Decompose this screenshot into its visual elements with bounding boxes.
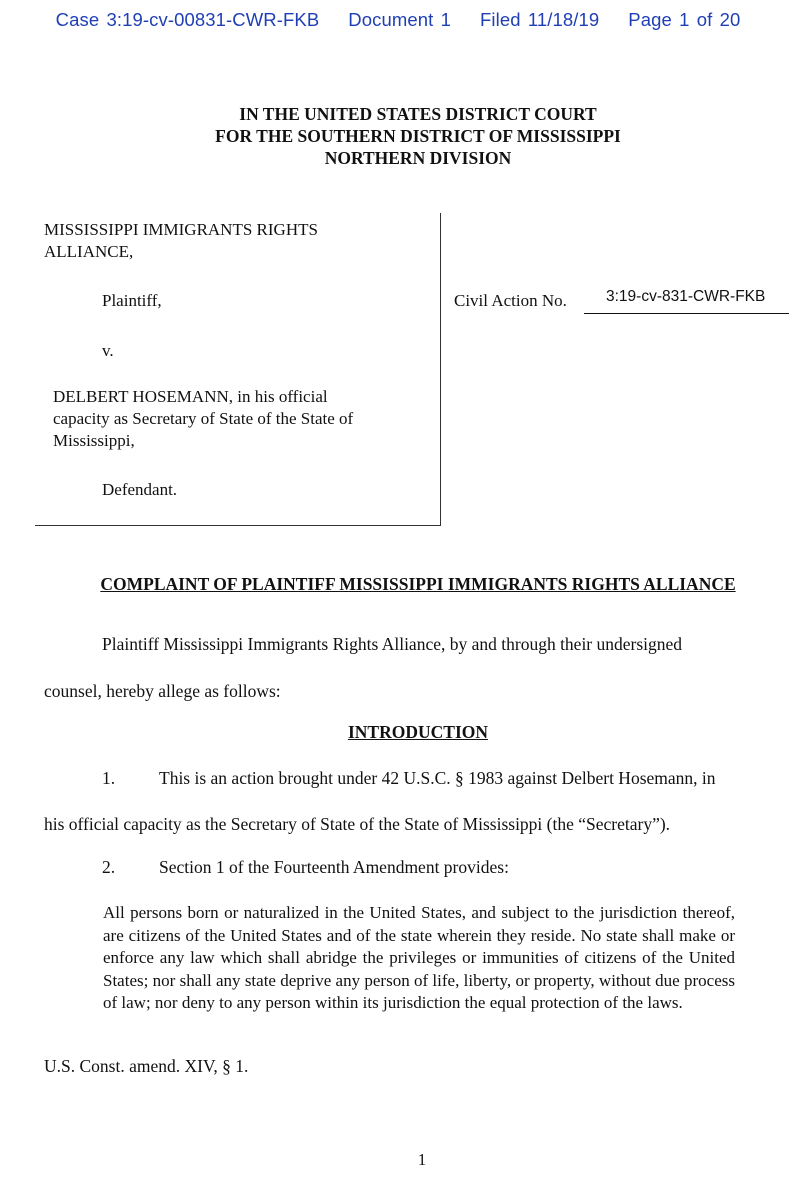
- caption-horizontal-divider: [35, 525, 441, 526]
- defendant-line-3: Mississippi,: [53, 431, 135, 450]
- court-heading-line-2: FOR THE SOUTHERN DISTRICT OF MISSISSIPPI: [215, 126, 621, 146]
- citation: U.S. Const. amend. XIV, § 1.: [44, 1056, 249, 1076]
- introduction-heading: INTRODUCTION: [347, 722, 489, 742]
- fourteenth-amendment-quote: All persons born or naturalized in the United States, and subject to the jurisdiction thereof, are citizens of the United States and of the state wherein they reside. No state shall make or enforce any law which shall abridge the privileges or immunities of citizens of the United States; nor shall any state deprive any person of life, liberty, or property, without due process of law; nor deny to any person within its jurisdiction the equal protection of the laws.: [103, 903, 735, 1012]
- civil-action-number: 3:19-cv-831-CWR-FKB: [606, 288, 766, 305]
- filing-stamp: [0, 9, 796, 31]
- defendant-line-2: capacity as Secretary of State of the State of: [53, 409, 354, 428]
- defendant-name: [53, 386, 353, 452]
- intro-line-1: Plaintiff Mississippi Immigrants Rights Alliance, by and through their undersigned: [102, 634, 683, 654]
- caption-vertical-divider: [440, 213, 441, 526]
- plaintiff-name: [44, 219, 318, 263]
- plaintiff-name-line-1: MISSISSIPPI IMMIGRANTS RIGHTS: [44, 220, 318, 239]
- defendant-line-1: DELBERT HOSEMANN, in his official: [53, 387, 328, 406]
- paragraph-1-line-2: his official capacity as the Secretary of State of the State of Mississippi (the “Secretary”).: [44, 814, 671, 834]
- complaint-title: COMPLAINT OF PLAINTIFF MISSISSIPPI IMMIGRANTS RIGHTS ALLIANCE: [100, 574, 736, 594]
- page-count-stamp: Page 1 of 20: [628, 9, 741, 30]
- plaintiff-label: Plaintiff,: [102, 291, 162, 310]
- paragraph-2-number: 2.: [102, 857, 116, 877]
- paragraph-1-number: 1.: [102, 768, 116, 788]
- civil-action-label: Civil Action No.: [454, 291, 567, 310]
- court-heading: [0, 103, 796, 169]
- document-stamp: Document 1: [348, 9, 452, 30]
- filed-date-stamp: Filed 11/18/19: [480, 9, 600, 30]
- case-number-stamp: Case 3:19-cv-00831-CWR-FKB: [55, 9, 320, 30]
- intro-line-2: counsel, hereby allege as follows:: [44, 681, 281, 701]
- defendant-label: Defendant.: [102, 480, 178, 499]
- page-number: 1: [417, 1150, 427, 1169]
- paragraph-2-line-1: Section 1 of the Fourteenth Amendment provides:: [159, 857, 509, 877]
- versus-label: v.: [102, 341, 114, 360]
- court-heading-line-3: NORTHERN DIVISION: [324, 148, 512, 168]
- plaintiff-name-line-2: ALLIANCE,: [44, 242, 134, 261]
- paragraph-1-line-1: This is an action brought under 42 U.S.C. § 1983 against Delbert Hosemann, in: [159, 768, 716, 788]
- court-heading-line-1: IN THE UNITED STATES DISTRICT COURT: [239, 104, 597, 124]
- civil-action-number-field: [584, 287, 789, 314]
